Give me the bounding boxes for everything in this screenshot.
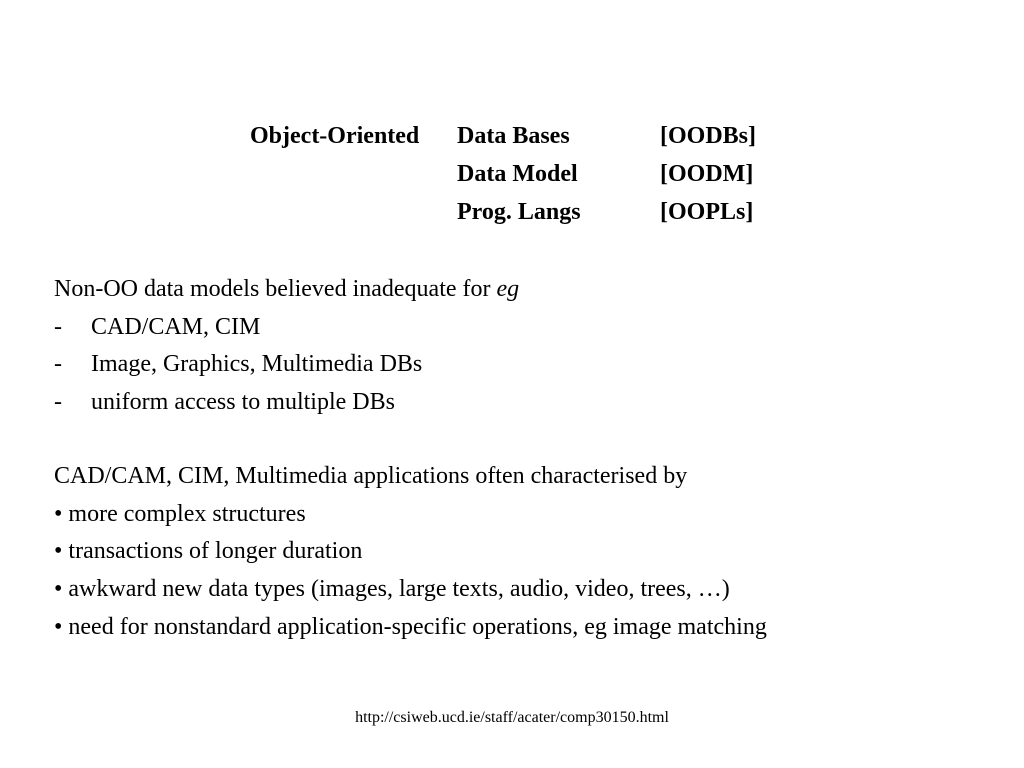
heading-lead: Object-Oriented (250, 123, 420, 149)
bullet-item-nonstandard-operations: • need for nonstandard application-specific operations, eg image matching (54, 614, 767, 640)
list-item-cad-cam: CAD/CAM, CIM (91, 314, 261, 340)
list-marker: - (54, 351, 62, 377)
bullet-item-complex-structures: • more complex structures (54, 501, 306, 527)
section1-intro-emphasis: eg (496, 276, 520, 302)
list-marker: - (54, 314, 62, 340)
heading-abbrev-oodm: [OODM] (660, 161, 754, 187)
heading-abbrev-oopls: [OOPLs] (660, 199, 754, 225)
section1-intro (54, 275, 519, 303)
heading-topic-data-model: Data Model (457, 161, 578, 187)
bullet-item-new-data-types: • awkward new data types (images, large texts, audio, video, trees, …) (54, 576, 730, 602)
footer-url: http://csiweb.ucd.ie/staff/acater/comp30150.html (355, 709, 669, 726)
list-item-image-graphics: Image, Graphics, Multimedia DBs (91, 351, 423, 377)
heading-topic-data-bases: Data Bases (457, 123, 570, 149)
section2-intro: CAD/CAM, CIM, Multimedia applications often characterised by (54, 463, 688, 489)
list-item-uniform-access: uniform access to multiple DBs (91, 389, 395, 415)
list-marker: - (54, 389, 62, 415)
bullet-item-longer-transactions: • transactions of longer duration (54, 538, 363, 564)
section1-intro-text: Non-OO data models believed inadequate for (54, 276, 497, 302)
heading-topic-prog-langs: Prog. Langs (457, 199, 581, 225)
heading-abbrev-oodbs: [OODBs] (660, 123, 756, 149)
